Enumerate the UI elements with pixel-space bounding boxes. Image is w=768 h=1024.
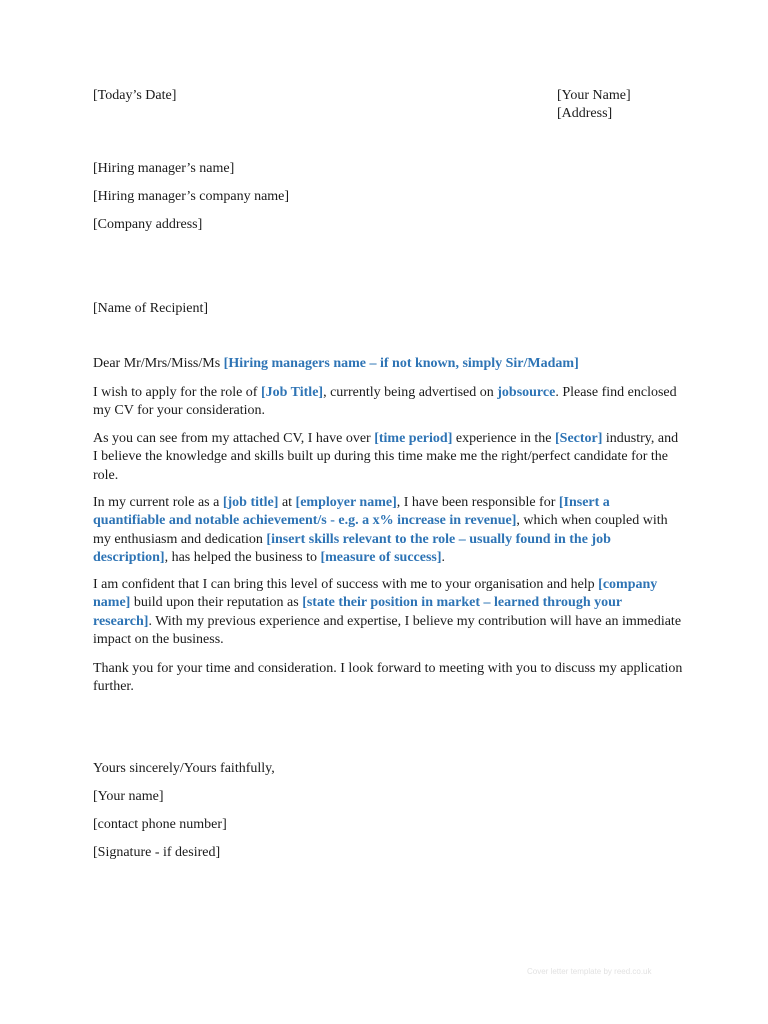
para4-text: I am confident that I can bring this level of success with me to your organisation and help bbox=[93, 577, 599, 592]
salutation bbox=[93, 356, 579, 372]
para2-text: As you can see from my attached CV, I have over bbox=[93, 431, 375, 446]
para2-text: experience in the bbox=[452, 431, 555, 446]
measure-of-success-placeholder: [measure of success] bbox=[320, 549, 442, 565]
para2-text: industry, and I believe the knowledge and skills built up during this time make me the right/perfect candidate for the role. bbox=[93, 431, 679, 483]
para3-text: . bbox=[441, 549, 446, 565]
signoff: Yours sincerely/Yours faithfully, bbox=[93, 761, 275, 776]
job-title-placeholder: [Job Title] bbox=[260, 385, 324, 400]
skills-placeholder: [insert skills relevant to the role – usually found in the job description] bbox=[93, 531, 611, 565]
para3-text: In my current role as a bbox=[93, 495, 223, 510]
para3-text: , which when coupled with my enthusiasm and dedication bbox=[93, 513, 668, 547]
date-placeholder: [Today’s Date] bbox=[93, 88, 177, 103]
closing-your-name: [Your name] bbox=[93, 789, 164, 804]
name-of-recipient: [Name of Recipient] bbox=[93, 301, 209, 316]
your-name-placeholder: [Your Name] bbox=[557, 88, 631, 103]
hiring-manager-name: [Hiring manager’s name] bbox=[93, 161, 235, 176]
sector-placeholder: [Sector] bbox=[555, 431, 603, 446]
paragraph-3 bbox=[93, 494, 683, 567]
paragraph-5: Thank you for your time and consideration. I look forward to meeting with you to discuss my application further. bbox=[93, 661, 683, 695]
job-source: jobsource bbox=[497, 385, 556, 400]
current-job-title-placeholder: [job title] bbox=[222, 495, 279, 510]
paragraph-1 bbox=[93, 384, 683, 421]
market-position-placeholder: [state their position in market – learned through your research] bbox=[93, 595, 622, 629]
hiring-manager-company: [Hiring manager’s company name] bbox=[93, 189, 290, 204]
para4-text: . With my previous experience and expertise, I believe my contribution will have an immediate impact on the business. bbox=[93, 613, 682, 647]
paragraph-4 bbox=[93, 576, 683, 649]
address-placeholder: [Address] bbox=[557, 106, 613, 121]
company-name-placeholder: [company name] bbox=[93, 577, 658, 611]
achievement-placeholder: [Insert a quantifiable and notable achievement/s - e.g. a x% increase in revenue] bbox=[93, 495, 610, 529]
para1-text: I wish to apply for the role of bbox=[93, 385, 261, 400]
footer-credit: Cover letter template by reed.co.uk bbox=[527, 967, 652, 976]
para1-text: . Please find enclosed my CV for your consideration. bbox=[93, 385, 677, 419]
salutation-placeholder: [Hiring managers name – if not known, simply Sir/Madam] bbox=[223, 356, 579, 371]
para3-text: , I have been responsible for bbox=[396, 495, 559, 510]
paragraph-2 bbox=[93, 430, 683, 485]
salutation-prefix: Dear Mr/Mrs/Miss/Ms bbox=[93, 356, 224, 371]
para4-text: build upon their reputation as bbox=[130, 595, 303, 611]
para1-text: , currently being advertised on bbox=[323, 385, 498, 400]
company-address: [Company address] bbox=[93, 217, 203, 232]
contact-phone-number: [contact phone number] bbox=[93, 817, 227, 832]
signature-placeholder: [Signature - if desired] bbox=[93, 845, 221, 860]
time-period-placeholder: [time period] bbox=[374, 431, 453, 446]
para3-text: at bbox=[278, 495, 296, 510]
para3-text: , has helped the business to bbox=[164, 549, 321, 565]
employer-name-placeholder: [employer name] bbox=[295, 495, 397, 510]
